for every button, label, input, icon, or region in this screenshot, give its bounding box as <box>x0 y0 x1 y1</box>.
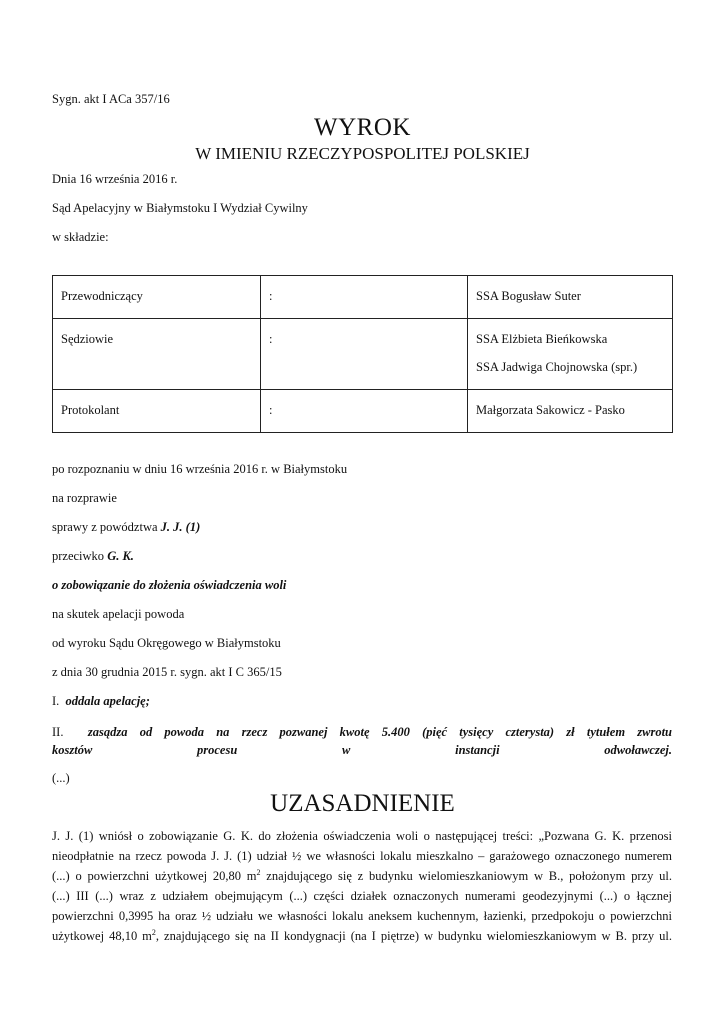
justification-line: (...) III (...) wraz z udziałem obejmującym (...) części działek oznaczonych numerami geodezyjnymi (...) o łącznej <box>52 889 672 903</box>
justification-title: UZASADNIENIE <box>270 790 455 817</box>
ruling-item-2-line-2: kosztów procesu w instancji odwoławczej. <box>52 743 672 757</box>
judgment-from: od wyroku Sądu Okręgowego w Białymstoku <box>52 636 281 650</box>
against-prefix: przeciwko <box>52 549 108 563</box>
against-line <box>52 548 134 564</box>
ruling-item-2 <box>52 723 672 759</box>
case-number: Sygn. akt I ACa 357/16 <box>52 92 170 106</box>
case-prefix: sprawy z powództwa <box>52 520 161 534</box>
case-line <box>52 519 200 535</box>
ruling-number: II. <box>52 725 64 739</box>
justification-line: J. J. (1) wniósł o zobowiązanie G. K. do złożenia oświadczenia woli o następującej treści: „Pozwana G. K. przenosi <box>52 829 672 843</box>
table-cell-separator <box>261 390 468 433</box>
separator: : <box>269 289 273 303</box>
judge-name: SSA Bogusław Suter <box>476 289 581 303</box>
hearing-line: po rozpoznaniu w dniu 16 września 2016 r. w Białymstoku <box>52 462 348 476</box>
table-cell-role <box>53 276 261 319</box>
ruling-number: I. <box>52 694 60 708</box>
document-subtitle: W IMIENIU RZECZYPOSPOLITEJ POLSKIEJ <box>195 144 530 163</box>
judge-name: SSA Jadwiga Chojnowska (spr.) <box>476 360 638 374</box>
ruling-item-1 <box>52 693 150 709</box>
defendant-name: G. K. <box>107 549 134 563</box>
judgment-date-ref: z dnia 30 grudnia 2015 r. sygn. akt I C 365/15 <box>52 665 282 679</box>
justification-line: powierzchni 0,3995 ha oraz ½ udziału we własności lokalu aneksem kuchennym, łazienki, przedpokoju o powierzchni <box>52 909 672 923</box>
composition-intro: w składzie: <box>52 230 109 244</box>
court-name: Sąd Apelacyjny w Białymstoku I Wydział Cywilny <box>52 201 308 215</box>
case-subject: o zobowiązanie do złożenia oświadczenia woli <box>52 578 287 592</box>
role-label: Protokolant <box>61 403 120 417</box>
plaintiff-name: J. J. (1) <box>160 520 201 534</box>
appeal-basis: na skutek apelacji powoda <box>52 607 185 621</box>
table-row <box>53 390 673 433</box>
ruling-text: oddala apelację; <box>65 694 150 708</box>
separator: : <box>269 332 273 346</box>
table-cell-names <box>468 276 673 319</box>
superscript: 2 <box>256 867 261 877</box>
judge-names <box>468 319 672 375</box>
separator: : <box>269 403 273 417</box>
ruling-item-2-line-1 <box>52 723 672 741</box>
role-label: Przewodniczący <box>61 289 143 303</box>
text-segment: , znajdującego się na II kondygnacji (na I piętrze) w budynku wielomieszkaniowym w B. przy ul. <box>155 929 672 943</box>
justification-paragraph <box>52 826 672 946</box>
justification-line: nieodpłatnie na rzecz powoda J. J. (1) udział ½ we własności lokalu mieszkalno – garażowego oznaczonego numerem <box>52 849 672 863</box>
table-cell-separator <box>261 276 468 319</box>
session-line: na rozprawie <box>52 491 117 505</box>
justification-line <box>52 866 672 886</box>
ellipsis: (...) <box>52 771 70 785</box>
document-title: WYROK <box>314 114 411 141</box>
table-cell-names <box>468 390 673 433</box>
table-row <box>53 319 673 390</box>
justification-line <box>52 926 672 946</box>
text-segment: użytkowej 48,10 m <box>52 929 152 943</box>
table-cell-names <box>468 319 673 390</box>
table-cell-role <box>53 390 261 433</box>
superscript: 2 <box>151 927 156 937</box>
table-cell-separator <box>261 319 468 390</box>
table-cell-role <box>53 319 261 390</box>
role-label: Sędziowie <box>61 332 114 346</box>
clerk-name: Małgorzata Sakowicz - Pasko <box>476 403 625 417</box>
table-row <box>53 276 673 319</box>
judgment-date: Dnia 16 września 2016 r. <box>52 172 178 186</box>
composition-table <box>52 275 673 433</box>
judge-name: SSA Elżbieta Bieńkowska <box>476 332 608 346</box>
ruling-text: zasądza od powoda na rzecz pozwanej kwotę 5.400 (pięć tysięcy czterysta) zł tytułem zwrotu <box>87 725 672 739</box>
text-segment: (...) o powierzchni użytkowej 20,80 m <box>52 869 257 883</box>
text-segment: znajdującego się z budynku wielomieszkaniowym w B., położonym przy ul. <box>260 869 672 883</box>
